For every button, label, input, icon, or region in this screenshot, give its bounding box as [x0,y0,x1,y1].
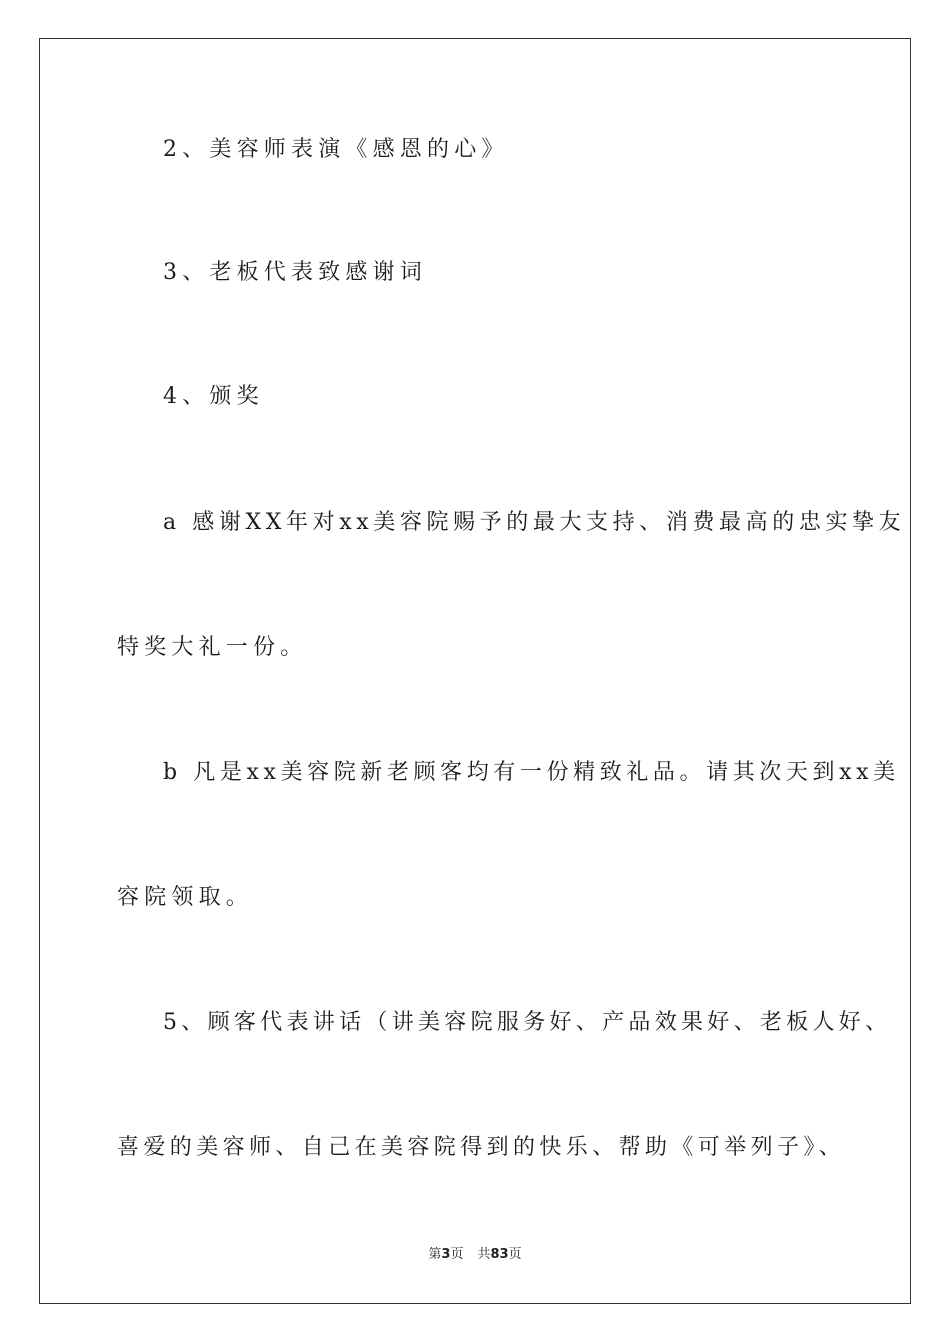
page-border [39,38,911,1304]
award-a-line-1: a 感谢XX年对xx美容院赐予的最大支持、消费最高的忠实挚友 [163,510,906,535]
page-prefix: 第 [428,1247,442,1262]
award-a-line-2: 特奖大礼一份。 [117,635,308,660]
item-4-awards: 4、颁奖 [163,384,264,409]
total-suffix: 页 [508,1247,522,1262]
item-5-customer-speech-line-1: 5、顾客代表讲话（讲美容院服务好、产品效果好、老板人好、 [163,1010,892,1035]
item-5-customer-speech-line-2: 喜爱的美容师、自己在美容院得到的快乐、帮助《可举列子》、 [117,1135,846,1160]
item-3-boss-speech: 3、老板代表致感谢词 [163,260,427,285]
total-pages: 83 [490,1247,509,1262]
page-number: 3 [441,1247,451,1262]
award-b-line-1: b 凡是xx美容院新老顾客均有一份精致礼品。请其次天到xx美 [163,760,900,785]
item-2-performance: 2、美容师表演《感恩的心》 [163,137,509,162]
page-suffix: 页 [450,1247,464,1262]
award-b-line-2: 容院领取。 [117,885,254,910]
page-footer [0,1245,950,1265]
total-prefix: 共 [477,1247,491,1262]
